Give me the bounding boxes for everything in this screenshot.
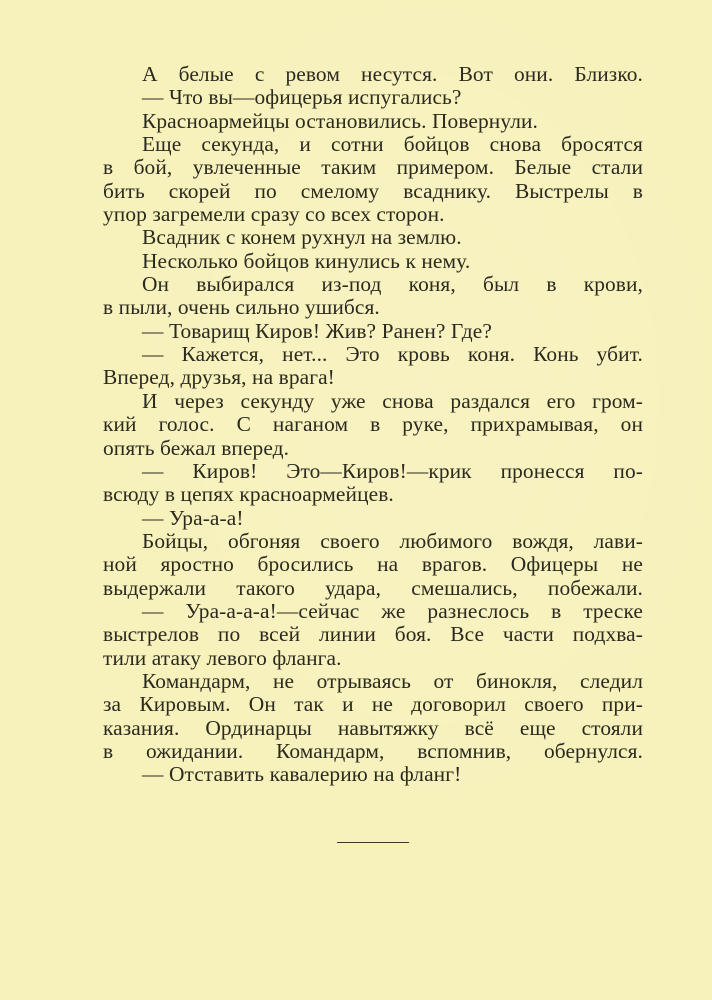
text-line: казания. Ординарцы навытяжку всё еще стояли (103, 716, 643, 740)
text-line: Командарм, не отрываясь от бинокля, следил (142, 669, 643, 693)
text-line: — Ура-а-а! (142, 505, 244, 530)
text-line: ной яростно бросились на врагов. Офицеры не (103, 553, 643, 577)
text-line: выстрелов по всей линии боя. Все части подхва- (103, 623, 643, 647)
text-line: Красноармейцы остановились. Повернули. (142, 108, 538, 133)
text-line: — Ура-а-а-а!—сейчас же разнеслось в треске (142, 599, 643, 623)
text-line: А белые с ревом несутся. Вот они. Близко. (142, 63, 643, 86)
text-line: — Что вы—офицерья испугались? (142, 85, 462, 110)
text-line: Еще секунда, и сотни бойцов снова бросятся (142, 133, 643, 157)
text-line: в бой, увлеченные таким примером. Белые стали (103, 156, 643, 180)
text-line: в пыли, очень сильно ушибся. (103, 295, 380, 320)
text-line: в ожидании. Командарм, вспомнив, обернулся. (103, 739, 643, 763)
text-line: кий голос. С наганом в руке, прихрамывая, он (103, 413, 643, 437)
section-separator-rule (337, 842, 409, 843)
text-line: упор загремели сразу со всех сторон. (103, 202, 445, 227)
text-line: за Кировым. Он так и не договорил своего при- (103, 693, 643, 717)
body-text (103, 63, 643, 787)
text-line: Всадник с конем рухнул на землю. (142, 225, 462, 250)
text-line: бить скорей по смелому всаднику. Выстрелы в (103, 179, 643, 203)
text-line: — Киров! Это—Киров!—крик пронесся по- (142, 459, 643, 483)
text-line: — Кажется, нет... Это кровь коня. Конь убит. (142, 343, 643, 367)
text-line: И через секунду уже снова раздался его гром- (142, 389, 643, 413)
text-line: Бойцы, обгоняя своего любимого вождя, лави- (142, 529, 643, 553)
text-line: Вперед, друзья, на врага! (103, 365, 335, 390)
text-line: всюду в цепях красноармейцев. (103, 482, 394, 507)
text-line: Он выбирался из-под коня, был в крови, (142, 273, 643, 297)
text-line: опять бежал вперед. (103, 435, 290, 460)
text-line: выдержали такого удара, смешались, побежали. (103, 576, 643, 600)
text-line: Несколько бойцов кинулись к нему. (142, 248, 471, 273)
text-line: — Товарищ Киров! Жив? Ранен? Где? (142, 318, 492, 343)
text-line: — Отставить кавалерию на фланг! (142, 762, 462, 787)
text-line: тили атаку левого фланга. (103, 645, 342, 670)
